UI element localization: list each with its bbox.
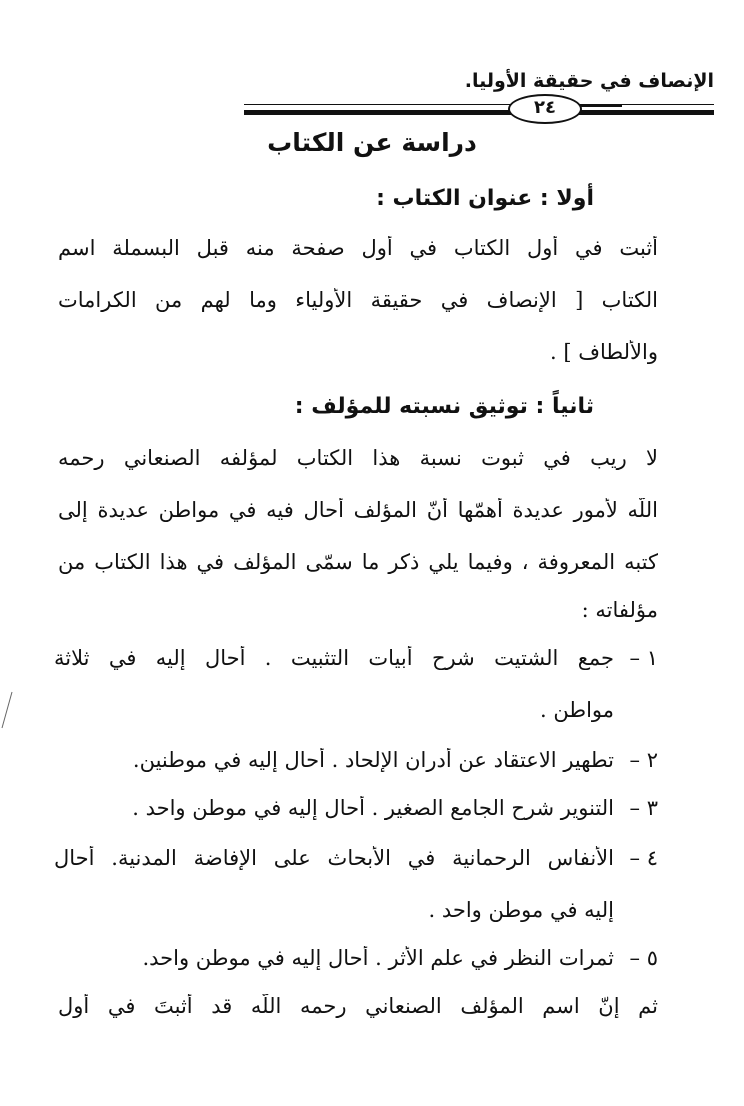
paragraph-line: أُثبت في أول الكتاب في أول صفحة منه قبل البسملة اسم — [58, 236, 658, 260]
paragraph-line: ثم إنّ اسم المؤلف الصنعاني رحمه اللّه قد أُثبتَ في أول — [58, 994, 658, 1018]
header-rule-thick — [244, 110, 714, 115]
running-title: الإنصاف في حقيقة الأوليا. — [464, 70, 714, 92]
paragraph-line: اللّه لأمور عديدة أهمّها أنّ المؤلف أحال فيه في مواطن عديدة إلى — [58, 498, 658, 522]
list-number: ٢ – — [629, 748, 658, 772]
paragraph-line: كتبه المعروفة ، وفيما يلي ذكر ما سمّى المؤلف في هذا الكتاب من — [58, 550, 658, 574]
list-item-line: التنوير شرح الجامع الصغير . أحال إليه في موطن واحد . — [132, 796, 614, 820]
section-title-1: أولا : عنوان الكتاب : — [376, 186, 594, 211]
list-item-line: جمع الشتيت شرح أبيات التثبيت . أحال إليه في ثلاثة — [54, 646, 614, 670]
margin-mark-icon — [0, 690, 14, 730]
page-number: ٢٤ — [508, 94, 582, 124]
paragraph-line: مؤلفاته : — [581, 598, 658, 622]
paragraph-line: والألطاف ] . — [550, 340, 658, 364]
list-number: ٤ – — [629, 846, 658, 870]
list-number: ٣ – — [629, 796, 658, 820]
list-item-line: ثمرات النظر في علم الأثر . أحال إليه في موطن واحد. — [142, 946, 614, 970]
list-item-line: إليه في موطن واحد . — [428, 898, 614, 922]
list-number: ٥ – — [629, 946, 658, 970]
list-item-line: تطهير الاعتقاد عن أدران الإلحاد . أحال إليه في موطنين. — [132, 748, 614, 772]
paragraph-line: لا ريب في ثبوت نسبة هذا الكتاب لمؤلفه الصنعاني رحمه — [58, 446, 658, 470]
paragraph-line: الكتاب [ الإنصاف في حقيقة الأولياء وما لهم من الكرامات — [58, 288, 658, 312]
section-title-2: ثانياً : توثيق نسبته للمؤلف : — [294, 394, 594, 419]
header-rule-thin — [244, 104, 714, 105]
list-number: ١ – — [629, 646, 658, 670]
list-item-line: مواطن . — [540, 698, 614, 722]
list-item-line: الأنفاس الرحمانية في الأبحاث على الإفاضة المدنية. أحال — [54, 846, 614, 870]
section-heading: دراسة عن الكتاب — [267, 128, 477, 157]
